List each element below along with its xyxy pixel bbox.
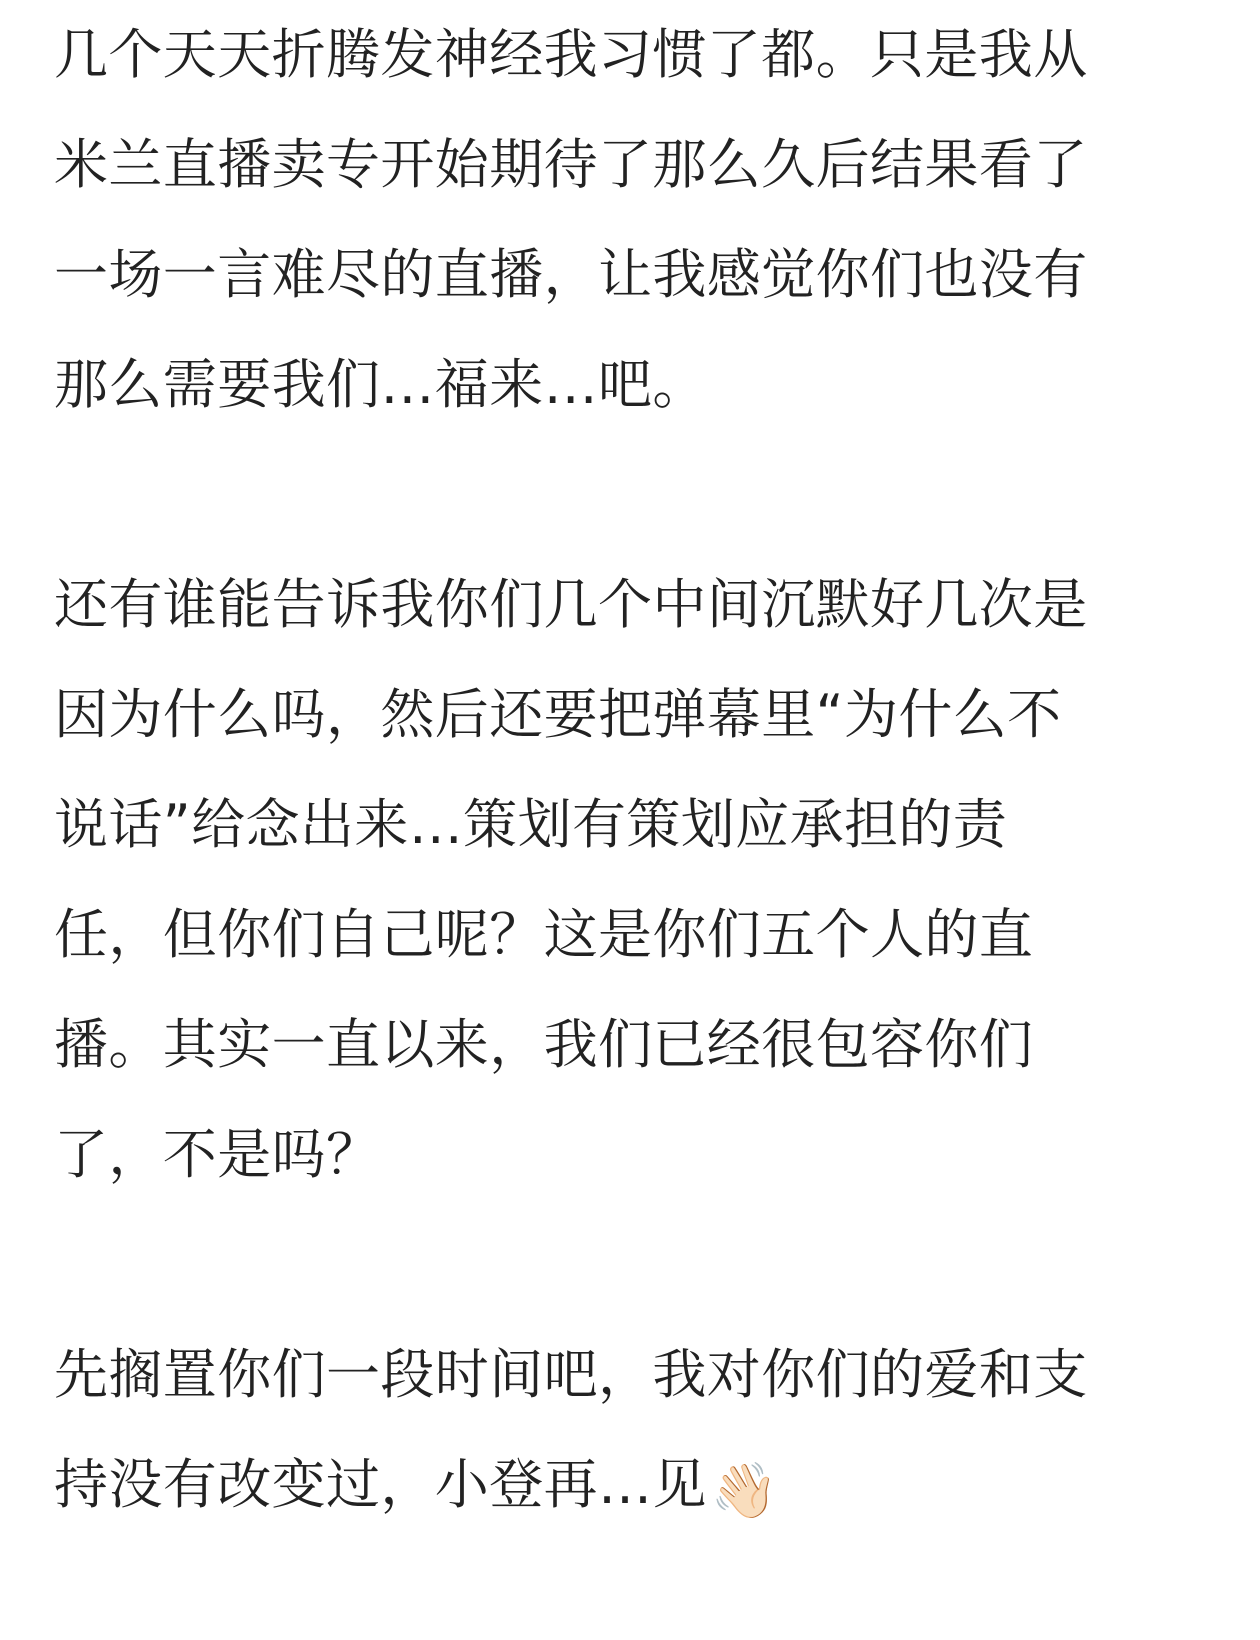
paragraph-1 <box>54 0 1214 440</box>
text-line: 了，不是吗？ <box>54 1123 381 1186</box>
paragraph-spacer <box>54 1210 1214 1320</box>
paragraph-2 <box>54 550 1214 1210</box>
paragraph-spacer <box>54 440 1214 550</box>
text-line: 持没有改变过，小登再…见 <box>54 1453 707 1516</box>
text-line: 几个天天折腾发神经我习惯了都。只是我从 <box>54 23 1088 86</box>
text-line: 播。其实一直以来，我们已经很包容你们 <box>54 1013 1034 1076</box>
text-line: 一场一言难尽的直播，让我感觉你们也没有 <box>54 243 1088 306</box>
text-line: 还有谁能告诉我你们几个中间沉默好几次是 <box>54 573 1088 636</box>
text-line: 任，但你们自己呢？这是你们五个人的直 <box>54 903 1034 966</box>
text-line-with-emoji <box>54 1430 1214 1540</box>
text-line: 那么需要我们…福来…吧。 <box>54 353 707 416</box>
text-line: 先搁置你们一段时间吧，我对你们的爱和支 <box>54 1343 1088 1406</box>
waving-hand-icon: 👋🏻 <box>710 1459 779 1522</box>
text-line: 说话”给念出来…策划有策划应承担的责 <box>54 793 1008 856</box>
post-body <box>54 0 1214 1540</box>
text-line: 因为什么吗，然后还要把弹幕里“为什么不 <box>54 683 1062 746</box>
paragraph-3 <box>54 1320 1214 1540</box>
text-line: 米兰直播卖专开始期待了那么久后结果看了 <box>54 133 1088 196</box>
